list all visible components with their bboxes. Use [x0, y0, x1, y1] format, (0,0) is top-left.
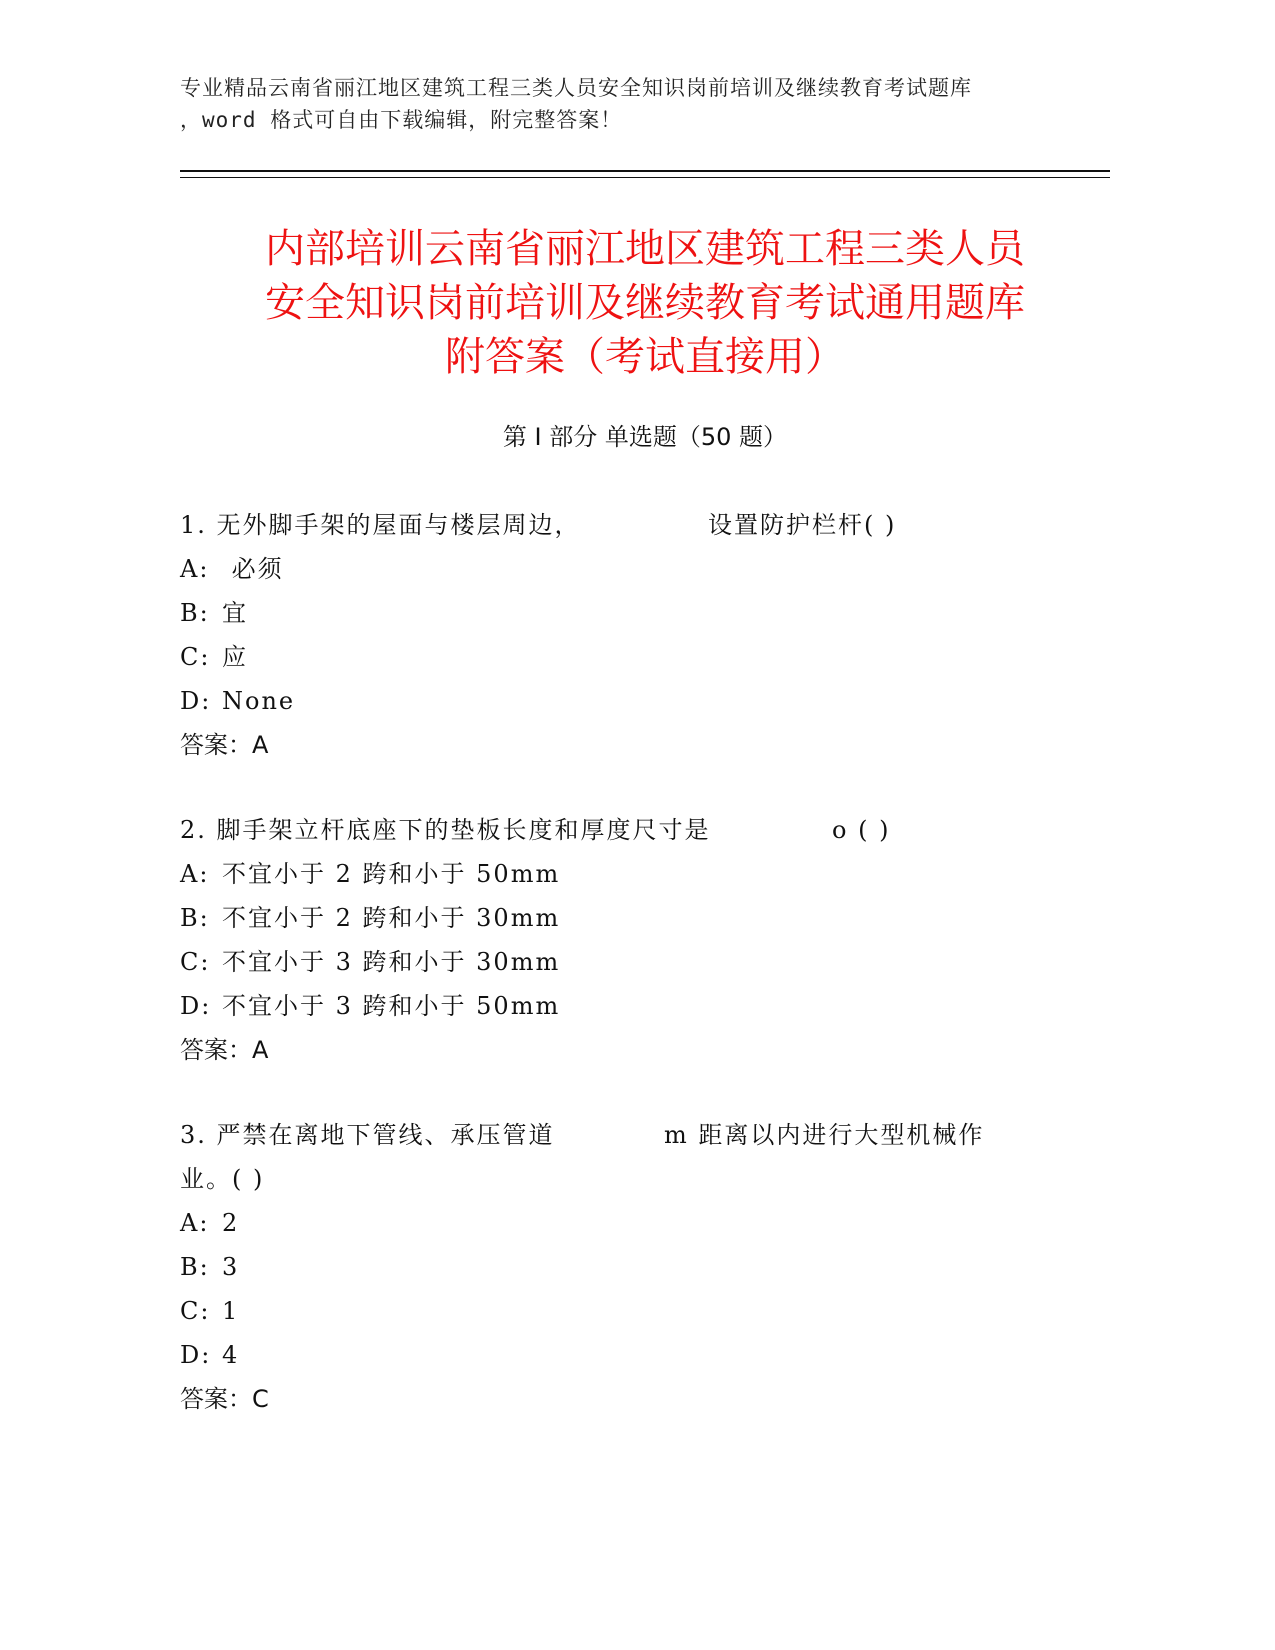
option-c: [180, 940, 1110, 984]
option-key: A:: [180, 555, 210, 583]
option-key: C:: [180, 1297, 211, 1325]
question-2: [180, 808, 1110, 1072]
option-text: 1: [222, 1297, 240, 1325]
option-text: None: [222, 687, 296, 715]
option-text: 不宜小于 2 跨和小于 30mm: [222, 904, 561, 932]
option-key: A:: [180, 860, 210, 888]
question-stem-part-2: 设置防护栏杆( ): [708, 511, 897, 539]
option-key: D:: [180, 687, 212, 715]
option-b: [180, 1245, 1110, 1289]
option-a: [180, 1201, 1110, 1245]
question-stem-part-1: 2. 脚手架立杆底座下的垫板长度和厚度尺寸是: [180, 816, 711, 844]
option-a: [180, 547, 1110, 591]
option-c: [180, 1289, 1110, 1333]
option-key: C:: [180, 643, 211, 671]
option-text: 不宜小于 3 跨和小于 50mm: [222, 992, 561, 1020]
document-title: [180, 222, 1110, 384]
question-1: [180, 503, 1110, 767]
option-key: A:: [180, 1209, 210, 1237]
question-stem-line-2: 业。( ): [180, 1165, 265, 1193]
option-key: D:: [180, 1341, 212, 1369]
question-stem: [180, 1113, 1110, 1157]
option-text: 不宜小于 3 跨和小于 30mm: [222, 948, 561, 976]
option-a: [180, 852, 1110, 896]
header-note: [180, 72, 1110, 136]
question-stem-part-2: m 距离以内进行大型机械作: [664, 1121, 985, 1149]
option-b: [180, 896, 1110, 940]
header-note-line-1: 专业精品云南省丽江地区建筑工程三类人员安全知识岗前培训及继续教育考试题库: [180, 76, 972, 100]
option-text: 宜: [222, 599, 248, 627]
option-key: B:: [180, 599, 210, 627]
option-b: [180, 591, 1110, 635]
answer-line: 答案：C: [180, 1385, 269, 1413]
question-stem-part-1: 1. 无外脚手架的屋面与楼层周边，: [180, 511, 581, 539]
option-key: B:: [180, 904, 210, 932]
option-key: B:: [180, 1253, 210, 1281]
option-text: 必须: [222, 555, 284, 583]
document-title-line-1: 内部培训云南省丽江地区建筑工程三类人员: [265, 226, 1025, 272]
option-text: 4: [222, 1341, 240, 1369]
option-text: 不宜小于 2 跨和小于 50mm: [222, 860, 561, 888]
option-d: [180, 1333, 1110, 1377]
header-rule-thick: [180, 170, 1110, 172]
question-stem-part-2: o ( ): [832, 816, 891, 844]
header-note-line-2: ，word 格式可自由下载编辑，附完整答案！: [180, 108, 623, 132]
question-3: [180, 1113, 1110, 1421]
option-text: 2: [222, 1209, 240, 1237]
option-d: [180, 679, 1110, 723]
answer-line: 答案：A: [180, 731, 269, 759]
answer-line: 答案：A: [180, 1036, 269, 1064]
question-stem: [180, 808, 1110, 852]
document-title-line-2: 安全知识岗前培训及继续教育考试通用题库: [265, 280, 1025, 326]
section-heading: 第 I 部分 单选题（50 题）: [502, 423, 788, 451]
option-c: [180, 635, 1110, 679]
question-stem-part-1: 3. 严禁在离地下管线、承压管道: [180, 1121, 555, 1149]
option-key: D:: [180, 992, 212, 1020]
option-key: C:: [180, 948, 211, 976]
header-rule-thin: [180, 177, 1110, 178]
question-stem: [180, 503, 1110, 547]
option-d: [180, 984, 1110, 1028]
option-text: 3: [222, 1253, 240, 1281]
option-text: 应: [222, 643, 248, 671]
document-title-line-3: 附答案（考试直接用）: [445, 334, 845, 380]
